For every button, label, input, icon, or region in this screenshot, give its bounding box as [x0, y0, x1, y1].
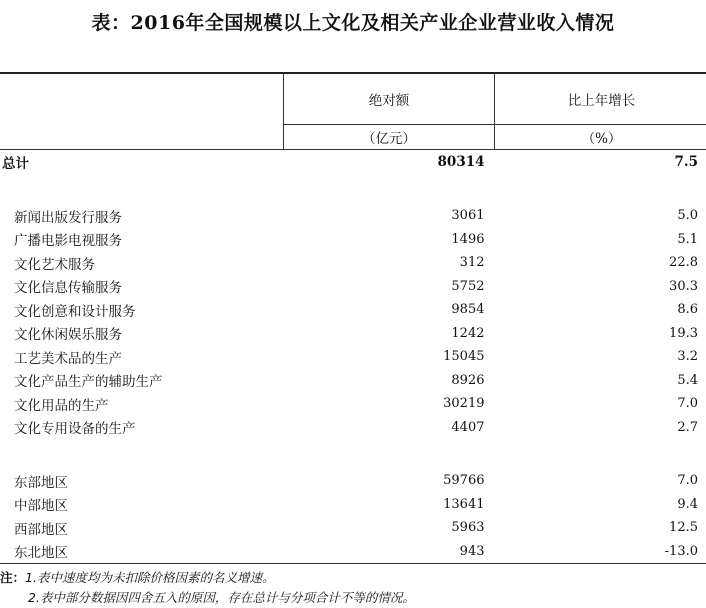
row-label: 新闻出版发行服务 [14, 209, 122, 226]
row-label: 文化休闲娱乐服务 [14, 327, 122, 344]
note-text-1: 1.表中速度均为未扣除价格因素的名义增速。 [25, 570, 275, 585]
row-growth: 2.7 [677, 419, 698, 435]
row-growth: 5.1 [677, 231, 698, 247]
row-amount: 30219 [443, 396, 485, 412]
table-row [0, 251, 706, 275]
row-amount: 5752 [451, 278, 485, 294]
table-row [0, 275, 706, 299]
row-label: 东部地区 [14, 474, 68, 491]
table-notes [0, 568, 706, 608]
note-prefix: 注： [0, 570, 26, 585]
note-line-1 [0, 568, 706, 588]
row-amount: 3061 [451, 208, 485, 224]
header-growth-unit: （%） [495, 125, 706, 150]
header-amount-unit: （亿元） [284, 125, 495, 150]
table-row [0, 469, 706, 493]
total-label: 总计 [2, 156, 29, 172]
row-label: 文化信息传输服务 [14, 280, 122, 297]
row-amount: 312 [459, 255, 485, 271]
row-growth: -13.0 [495, 540, 706, 564]
table-row [0, 416, 706, 440]
row-label: 文化创意和设计服务 [14, 303, 136, 320]
row-amount: 4407 [451, 419, 485, 435]
row-amount: 8926 [451, 372, 485, 388]
row-amount: 5963 [451, 520, 485, 536]
row-label: 文化专用设备的生产 [14, 421, 136, 438]
row-amount: 59766 [443, 473, 485, 489]
row-growth: 7.0 [677, 473, 698, 489]
row-label: 文化艺术服务 [14, 256, 95, 273]
row-amount: 13641 [443, 496, 485, 512]
table-row-total [0, 150, 706, 175]
table-header-row [0, 73, 706, 125]
header-blank-cell [0, 73, 284, 125]
spacer-row [0, 439, 706, 469]
note-text-2: 2.表中部分数据因四舍五入的原因，存在总计与分项合计不等的情况。 [28, 590, 415, 605]
row-growth: 8.6 [677, 302, 698, 318]
page-title: 表：2016年全国规模以上文化及相关产业企业营业收入情况 [91, 12, 615, 34]
row-label: 文化产品生产的辅助生产 [14, 374, 163, 391]
header-amount: 绝对额 [284, 73, 495, 125]
row-label: 东北地区 [0, 540, 284, 564]
revenue-table [0, 72, 706, 564]
note-line-2 [0, 588, 706, 608]
header-growth: 比上年增长 [495, 73, 706, 125]
row-amount: 9854 [451, 302, 485, 318]
row-growth: 30.3 [669, 278, 698, 294]
table-row [0, 392, 706, 416]
table-row [0, 228, 706, 252]
table-unit-row [0, 125, 706, 150]
table-row [0, 540, 706, 564]
table-row [0, 493, 706, 517]
row-growth: 5.4 [677, 372, 698, 388]
table-row [0, 345, 706, 369]
table-row [0, 298, 706, 322]
row-growth: 7.0 [677, 396, 698, 412]
row-label: 西部地区 [14, 521, 68, 538]
row-growth: 12.5 [669, 520, 698, 536]
row-amount: 15045 [443, 349, 485, 365]
row-amount: 1496 [451, 231, 485, 247]
row-amount: 1242 [451, 325, 485, 341]
total-amount: 80314 [437, 154, 485, 170]
spacer-row [0, 174, 706, 204]
table-row [0, 369, 706, 393]
table-row [0, 516, 706, 540]
row-growth: 22.8 [669, 255, 698, 271]
table-row [0, 204, 706, 228]
total-growth: 7.5 [674, 154, 698, 170]
row-growth: 5.0 [677, 208, 698, 224]
row-amount: 943 [284, 540, 495, 564]
table-row [0, 322, 706, 346]
row-growth: 9.4 [677, 496, 698, 512]
row-label: 工艺美术品的生产 [14, 350, 122, 367]
row-label: 文化用品的生产 [14, 397, 109, 414]
row-growth: 3.2 [677, 349, 698, 365]
row-label: 中部地区 [14, 498, 68, 515]
row-label: 广播电影电视服务 [14, 233, 122, 250]
unit-blank-cell [0, 125, 284, 150]
row-growth: 19.3 [669, 325, 698, 341]
